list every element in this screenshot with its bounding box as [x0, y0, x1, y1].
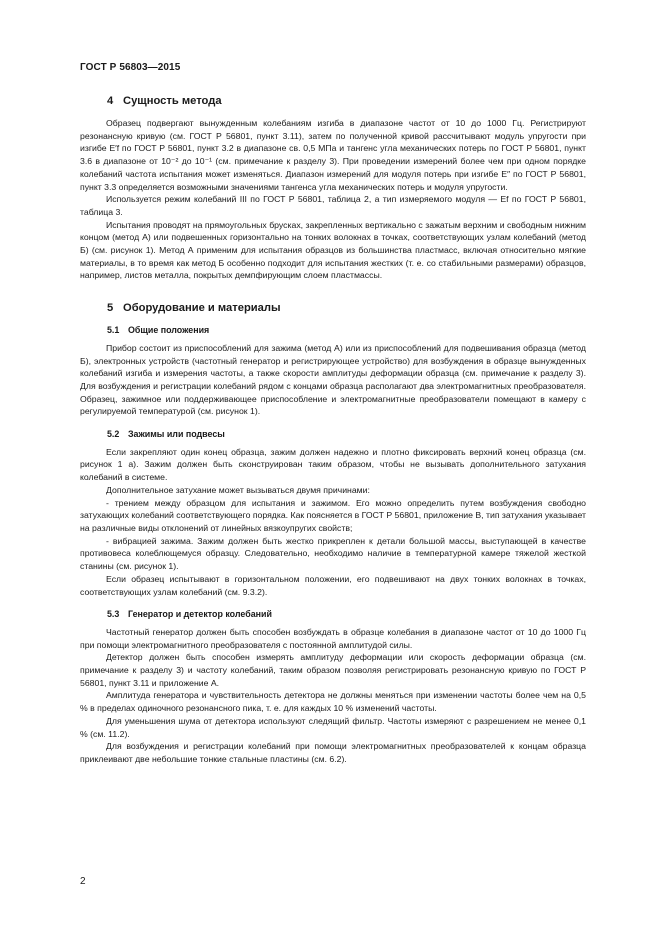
section-5-heading	[80, 301, 586, 315]
subsection-title: Зажимы или подвесы	[128, 429, 225, 440]
subsection-5-2-heading	[80, 428, 586, 441]
section-number: 5	[107, 302, 114, 315]
paragraph: Амплитуда генератора и чувствительность детектора не должны меняться при изменении частоты более чем на 0,5 % в пределах одиночного резонансного пика, т. е. для каждых 10 % изменений частоты.	[80, 690, 586, 714]
section-4-heading	[80, 94, 586, 108]
subsection-5-1-heading	[80, 324, 586, 337]
section-title: Сущность метода	[123, 95, 222, 107]
document-header: ГОСТ Р 56803—2015	[80, 62, 181, 73]
paragraph: Для уменьшения шума от детектора используют следящий фильтр. Частоты измеряют с разрешением не менее 0,1 % (см. 11.2).	[80, 715, 586, 739]
subsection-number: 5.3	[107, 609, 120, 620]
section-number: 4	[107, 95, 114, 107]
paragraph: Если закрепляют один конец образца, зажим должен надежно и плотно фиксировать верхний конец образца (см. рисунок 1 а). Зажим должен быть сконструирован таким образом, чтобы не вызывать дополнительного затухания колебаний в системе.	[80, 446, 586, 483]
paragraph: Если образец испытывают в горизонтальном положении, его подвешивают на двух тонких волокнах в точках, соответствующих узлам колебаний (см. 9.3.2).	[80, 573, 586, 597]
subsection-title: Общие положения	[128, 325, 210, 336]
subsection-number: 5.2	[107, 429, 120, 440]
paragraph: Испытания проводят на прямоугольных брусках, закрепленных вертикально с зажатым верхним и свободным нижним концом (метод А) или подвешенных горизонтально на тонких волокнах в точках, соответствующих узлам колебаний (метод Б) (см. рисунок 1). Метод А применим для испытания образцов из большинства пластмасс, включая относительно мягкие материалы, в то время как метод Б особенно подходит для испытания жестких (т. е. со стабильными размерами) образцов, например, листов металла, покрытых демпфирующим слоем пластмассы.	[80, 219, 586, 281]
page-number: 2	[80, 876, 86, 887]
document-body	[80, 88, 586, 766]
paragraph: Используется режим колебаний III по ГОСТ Р 56801, таблица 2, а тип измеряемого модуля — Ef по ГОСТ Р 56801, таблица 3.	[80, 194, 586, 217]
paragraph: Детектор должен быть способен измерять амплитуду деформации или скорость деформации образца (см. примечание к разделу 3) и частоту колебаний, таким образом позволяя регистрировать резонансную кривую по ГОСТ Р 56801, пункт 3.11 и приложение А.	[80, 652, 586, 688]
paragraph: Частотный генератор должен быть способен возбуждать в образце колебания в диапазоне частот от 10 до 1000 Гц при помощи электромагнитного преобразователя с постоянной амплитудой силы.	[80, 626, 586, 650]
paragraph: Образец подвергают вынужденным колебаниям изгиба в диапазоне частот от 10 до 1000 Гц. Регистрируют резонансную кривую (см. ГОСТ Р 56801, пункт 3.11), затем по полученной кривой рассчитывают модуль упругости при изгибе E′f по ГОСТ Р 56801, пункт 3.2 в диапазоне св. 0,5 МПа и тангенс угла механических потерь по ГОСТ Р 56801, пункт 3.6 в диапазоне от 10⁻² до 10⁻¹ (см. примечание к разделу 3). При проведении измерений более чем при одном порядке колебаний частота испытания может изменяться. Диапазон измерений для модуля потерь при изгибе E″ по ГОСТ Р 56801, пункт 3.3 определяется возможными значениями тангенса угла механических потерь и модуля упругости.	[80, 118, 586, 192]
list-item: - вибрацией зажима. Зажим должен быть жестко прикреплен к детали большой массы, выступающей в качестве противовеса колеблющемуся образцу. Следовательно, необходимо наличие в температурной камере тяжелой жесткой станины (см. рисунок 1).	[80, 535, 586, 572]
paragraph: Для возбуждения и регистрации колебаний при помощи электромагнитных преобразователей к концам образца приклеивают две небольшие тонкие стальные пластины (см. 6.2).	[80, 741, 586, 764]
paragraph: Прибор состоит из приспособлений для зажима (метод А) или из приспособлений для подвешивания образца (метод Б), электронных устройств (частотный генератор и регистрирующее устройство) для возбуждения в образце вынужденных колебаний изгиба и измерения частоты, а также скорости амплитуды деформации образца (см. примечание к разделу 3). Для возбуждения и регистрации колебаний рядом с концами образца располагают два электромагнитных преобразователя. Образец, зажимное или поддерживающее приспособление и электромагнитные преобразователи помещают в камеру с регулируемой температурой (см. рисунок 1).	[80, 342, 586, 417]
list-item: - трением между образцом для испытания и зажимом. Его можно определить путем возбуждения свободно затухающих колебаний соответствующего порядка. Как поясняется в ГОСТ Р 56801, приложение В, тип затухания указывает на различные виды отклонений от линейных вязкоупругих свойств;	[80, 497, 586, 533]
subsection-title: Генератор и детектор колебаний	[128, 609, 272, 620]
subsection-number: 5.1	[107, 325, 120, 336]
section-title: Оборудование и материалы	[123, 302, 281, 315]
subsection-5-3-heading	[80, 608, 586, 621]
paragraph: Дополнительное затухание может вызываться двумя причинами:	[106, 484, 370, 495]
